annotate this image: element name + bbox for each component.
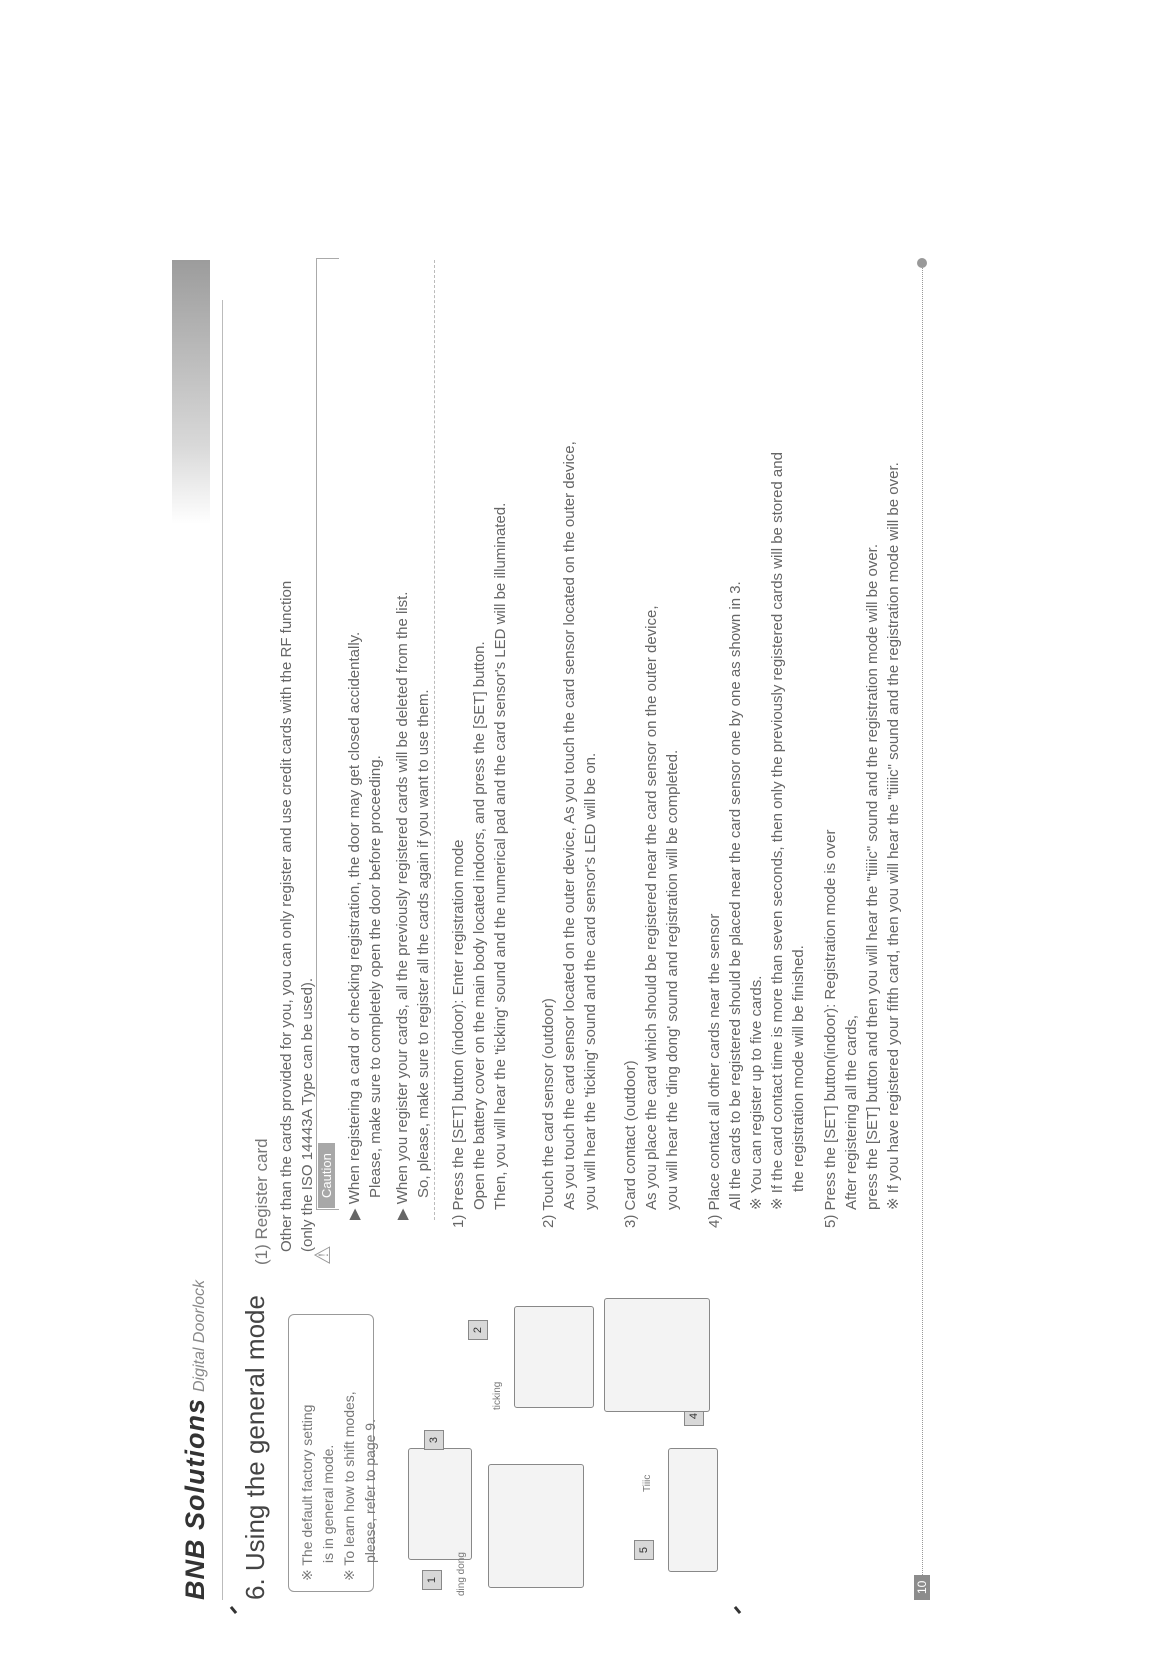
step-title: 5) Press the [SET] button(indoor): Registration mode is over bbox=[822, 829, 839, 1228]
note-line: is in general mode. bbox=[320, 1444, 336, 1563]
step-line: As you touch the card sensor located on the outer device, As you touch the card sensor located on the outer device, bbox=[561, 441, 578, 1210]
step-title: 2) Touch the card sensor (outdoor) bbox=[540, 998, 557, 1228]
step-title: 1) Press the [SET] button (indoor): Enter registration mode bbox=[450, 839, 467, 1228]
caution-line: ▶ When registering a card or checking registration, the door may get closed accidentally. bbox=[346, 631, 363, 1220]
brand-logo: BNB SolutionsDigital Doorlock bbox=[180, 1279, 210, 1600]
step-line: ※ If the card contact time is more than seven seconds, then only the previously registered cards will be stored and bbox=[769, 452, 786, 1210]
figure-caption: ding dong bbox=[456, 1552, 467, 1596]
section-title: 6. Using the general mode bbox=[240, 1295, 270, 1600]
figure-number: 4 bbox=[684, 1406, 704, 1426]
caution-label: Caution bbox=[318, 1143, 335, 1208]
step-line: Open the battery cover on the main body located indoors, and press the [SET] button. bbox=[471, 641, 488, 1210]
figure-number: 3 bbox=[424, 1430, 444, 1450]
figure-caption: ticking bbox=[492, 1381, 503, 1410]
scan-speck bbox=[734, 1606, 741, 1614]
cards-stack-figure bbox=[604, 1298, 710, 1412]
step-line: the registration mode will be finished. bbox=[790, 945, 807, 1192]
rotated-page bbox=[172, 260, 932, 1600]
step-4 bbox=[704, 268, 809, 1228]
figure-number: 1 bbox=[422, 1570, 442, 1590]
step-1 bbox=[448, 268, 511, 1228]
note-line: ※ The default factory setting bbox=[299, 1404, 315, 1581]
page-number: 10 bbox=[914, 1575, 930, 1600]
figure-caption: Tiiic bbox=[642, 1474, 653, 1492]
step-line: press the [SET] button and then you will hear the "tiiiic" sound and the registration mode will be over. bbox=[864, 543, 881, 1210]
indoor-unit-figure bbox=[408, 1448, 472, 1560]
step-line: Then, you will hear the 'ticking' sound and the numerical pad and the card sensor's LED will be illuminated. bbox=[492, 502, 509, 1210]
scan-speck bbox=[230, 1606, 237, 1614]
figure-number: 5 bbox=[634, 1540, 654, 1560]
caution-box bbox=[316, 258, 339, 1210]
note-line: please, refer to page 9. bbox=[362, 1419, 378, 1563]
note-line: ※ To learn how to shift modes, bbox=[341, 1391, 357, 1581]
step-line: ※ If you have registered your fifth card, then you will hear the "tiiiic" sound and the registration mode will be over. bbox=[885, 462, 902, 1210]
card-contact-figure bbox=[488, 1464, 584, 1588]
caution-line: Please, make sure to completely open the door before proceeding. bbox=[367, 755, 384, 1198]
header-gradient-bar bbox=[172, 260, 210, 524]
register-intro bbox=[276, 292, 318, 1252]
header-rule bbox=[222, 300, 223, 1600]
step-title: 3) Card contact (outdoor) bbox=[622, 1060, 639, 1228]
section-divider bbox=[434, 260, 436, 1220]
step-title: 4) Place contact all other cards near the sensor bbox=[706, 913, 723, 1228]
step-3 bbox=[620, 268, 683, 1228]
step-2 bbox=[538, 268, 601, 1228]
step-line: you will hear the 'ticking' sound and the card sensor's LED will be on. bbox=[582, 752, 599, 1210]
register-card-title: (1) Register card bbox=[252, 1138, 271, 1265]
figure-number: 2 bbox=[468, 1320, 488, 1340]
warning-triangle-icon: ⚠ bbox=[310, 1245, 335, 1265]
footer-rule bbox=[922, 260, 924, 1600]
step-line: you will hear the 'ding dong' sound and registration will be completed. bbox=[664, 749, 681, 1210]
intro-line: Other than the cards provided for you, you can only register and use credit cards with the RF function bbox=[278, 580, 295, 1252]
outer-device-figure bbox=[514, 1306, 594, 1408]
brand-subtitle: Digital Doorlock bbox=[191, 1279, 208, 1392]
step-line: As you place the card which should be registered near the card sensor on the outer device, bbox=[643, 605, 660, 1210]
caution-line: So, please, make sure to register all the cards again if you want to use them. bbox=[415, 689, 432, 1198]
step-line: After registering all the cards, bbox=[843, 1014, 860, 1210]
step-5 bbox=[820, 268, 904, 1228]
intro-line: (only the ISO 14443A Type can be used). bbox=[299, 977, 316, 1252]
set-button-figure bbox=[668, 1448, 718, 1572]
step-line: All the cards to be registered should be placed near the card sensor one by one as shown in 3. bbox=[727, 581, 744, 1210]
mode-note-box bbox=[288, 1314, 378, 1592]
caution-text bbox=[344, 280, 434, 1220]
step-line: ※ You can register up to five cards. bbox=[748, 975, 765, 1210]
footer-dot bbox=[917, 258, 927, 268]
caution-line: ▶ When you register your cards, all the previously registered cards will be deleted from the list. bbox=[394, 591, 411, 1220]
